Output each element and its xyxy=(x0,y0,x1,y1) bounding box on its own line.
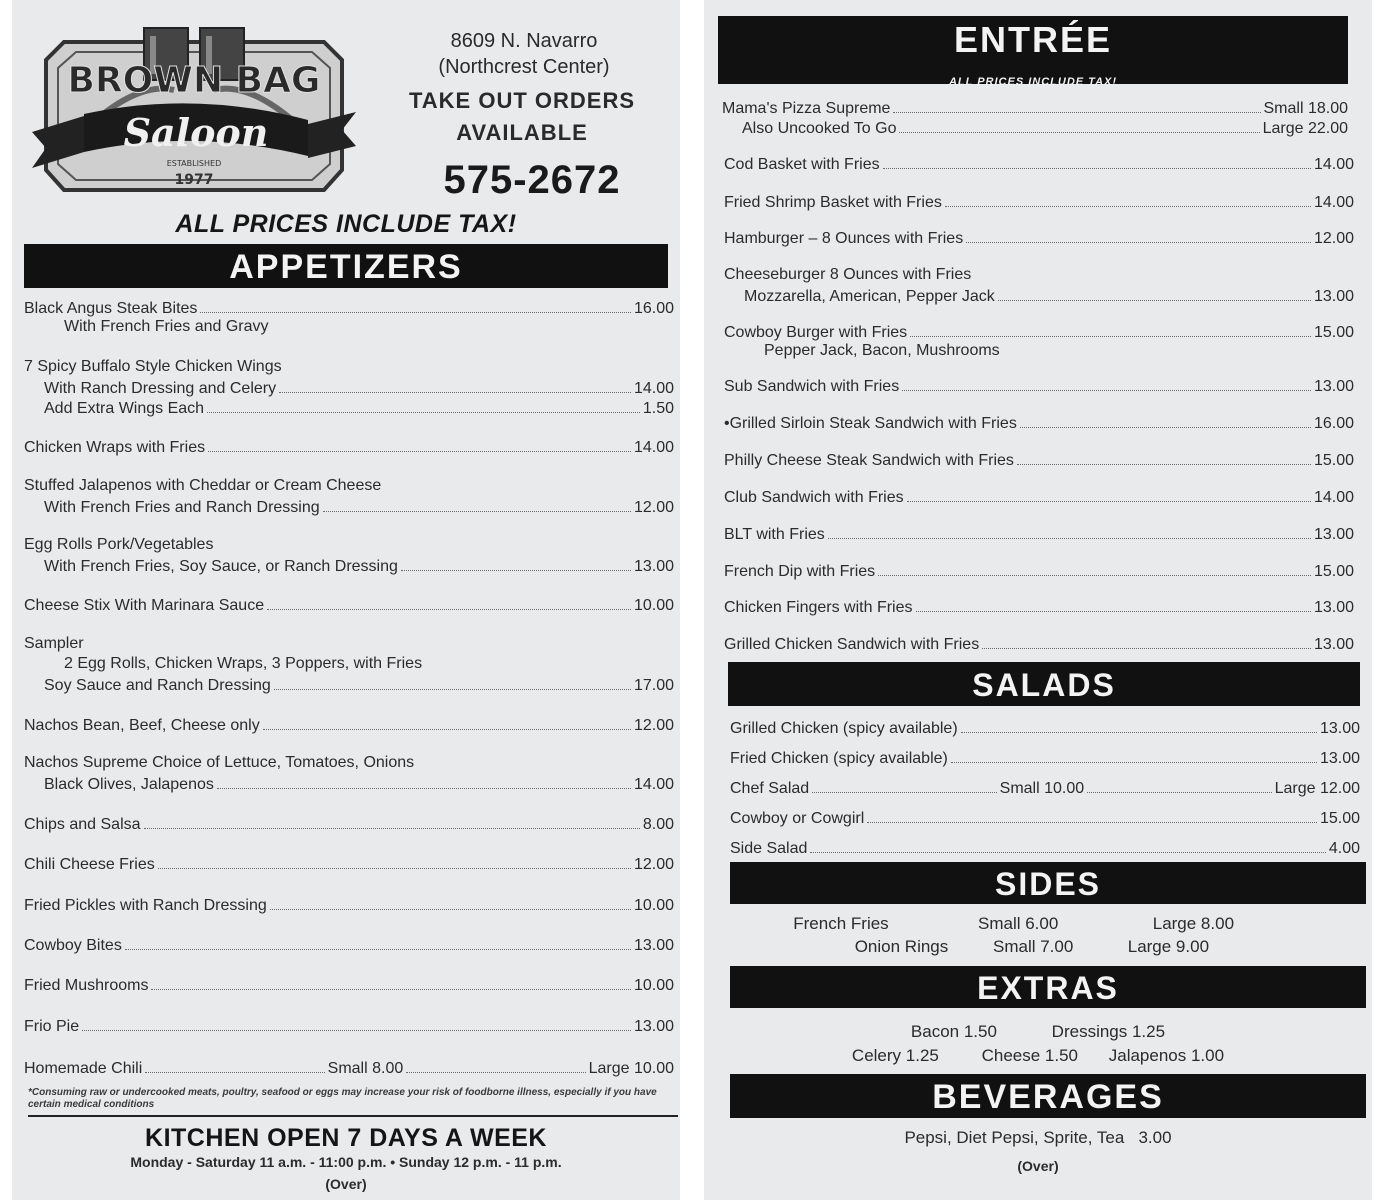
item-price: 14.00 xyxy=(633,776,674,793)
item-name: Pepper Jack, Bacon, Mushrooms xyxy=(764,342,1000,359)
item-price: 14.00 xyxy=(633,380,674,397)
french-fries-row xyxy=(704,914,1372,934)
item-price: 10.00 xyxy=(633,597,674,614)
menu-item xyxy=(724,487,1354,507)
phone-number: 575-2672 xyxy=(443,158,621,202)
item-name: Nachos Supreme Choice of Lettuce, Tomatoes, Onions xyxy=(24,754,415,771)
over-note-left: (Over) xyxy=(325,1176,367,1192)
salads-title: SALADS xyxy=(972,667,1116,703)
item-name: Chef Salad xyxy=(730,780,810,797)
item-name: Grilled Chicken Sandwich with Fries xyxy=(724,636,980,653)
menu-item xyxy=(24,715,674,735)
tax-note: ALL PRICES INCLUDE TAX! xyxy=(175,210,517,238)
onion-rings-row xyxy=(704,937,1372,957)
item-name: Soy Sauce and Ranch Dressing xyxy=(44,677,271,694)
menu-item xyxy=(730,718,1360,738)
side-name: Onion Rings xyxy=(854,937,949,956)
item-name: With French Fries and Ranch Dressing xyxy=(44,499,320,516)
item-price-large: Large 22.00 xyxy=(1262,120,1348,137)
item-name: Black Angus Steak Bites xyxy=(24,300,198,317)
extras-row-1 xyxy=(704,1022,1372,1042)
over-note-right: (Over) xyxy=(1017,1158,1059,1174)
appetizers-title: APPETIZERS xyxy=(229,248,463,286)
menu-item xyxy=(724,266,1354,306)
item-name: Homemade Chili xyxy=(24,1060,143,1077)
menu-item xyxy=(24,975,674,995)
item-price: 12.00 xyxy=(633,856,674,873)
item-price: 4.00 xyxy=(1328,840,1360,857)
item-name: Chips and Salsa xyxy=(24,816,141,833)
item-name: Nachos Bean, Beef, Cheese only xyxy=(24,717,260,734)
menu-item xyxy=(724,450,1354,470)
item-price: 1.50 xyxy=(642,400,674,417)
menu-right-panel xyxy=(704,0,1372,1200)
item-price: 13.00 xyxy=(1313,636,1354,653)
takeout-line-1: TAKE OUT ORDERS xyxy=(408,88,636,113)
item-price: 16.00 xyxy=(633,300,674,317)
menu-item xyxy=(24,635,674,695)
item-price-small: Small 10.00 xyxy=(999,780,1085,797)
item-name: With Ranch Dressing and Celery xyxy=(44,380,277,397)
item-name: Mama's Pizza Supreme xyxy=(722,100,891,117)
item-name: Frio Pie xyxy=(24,1018,80,1035)
item-price: 15.00 xyxy=(1319,810,1360,827)
extras-banner xyxy=(730,966,1366,1008)
item-price: 16.00 xyxy=(1313,415,1354,432)
menu-item xyxy=(24,298,674,338)
item-name: Cheese Stix With Marinara Sauce xyxy=(24,597,265,614)
menu-item xyxy=(24,895,674,915)
item-price: 13.00 xyxy=(1313,526,1354,543)
item-name: BLT with Fries xyxy=(724,526,825,543)
appetizers-banner xyxy=(24,244,668,288)
item-price: 12.00 xyxy=(633,499,674,516)
extras-title: EXTRAS xyxy=(977,970,1119,1006)
extra-celery: Celery 1.25 xyxy=(851,1046,939,1065)
menu-item xyxy=(730,748,1360,768)
homemade-chili-item xyxy=(24,1058,674,1078)
chef-salad-item xyxy=(730,778,1360,798)
item-name: Grilled Chicken (spicy available) xyxy=(730,720,958,737)
item-price-small: Small 8.00 xyxy=(327,1060,404,1077)
item-price: 12.00 xyxy=(1313,230,1354,247)
item-price-large: Large 12.00 xyxy=(1274,780,1361,797)
salads-banner xyxy=(728,662,1360,706)
svg-text:1977: 1977 xyxy=(174,172,214,188)
item-price: 13.00 xyxy=(1313,599,1354,616)
beverages-line: Pepsi, Diet Pepsi, Sprite, Tea 3.00 xyxy=(904,1128,1172,1147)
menu-item xyxy=(724,376,1354,396)
item-price: 15.00 xyxy=(1313,563,1354,580)
item-price: 10.00 xyxy=(633,897,674,914)
menu-item xyxy=(24,536,674,576)
item-name: Cheeseburger 8 Ounces with Fries xyxy=(724,266,972,283)
item-name: Egg Rolls Pork/Vegetables xyxy=(24,536,214,553)
item-price: 13.00 xyxy=(633,937,674,954)
extras-row-2 xyxy=(704,1046,1372,1066)
extra-jalapenos: Jalapenos 1.00 xyxy=(1108,1046,1225,1065)
item-price: 14.00 xyxy=(633,439,674,456)
side-price-large: Large 8.00 xyxy=(1152,914,1235,933)
menu-item xyxy=(24,477,674,517)
item-name: 7 Spicy Buffalo Style Chicken Wings xyxy=(24,358,282,375)
extra-bacon: Bacon 1.50 xyxy=(910,1022,997,1041)
item-name: Fried Pickles with Ranch Dressing xyxy=(24,897,267,914)
menu-item xyxy=(24,595,674,615)
brown-bag-logo xyxy=(24,20,364,200)
item-name: Hamburger – 8 Ounces with Fries xyxy=(724,230,964,247)
sides-banner xyxy=(730,862,1366,904)
menu-item xyxy=(24,854,674,874)
menu-item xyxy=(724,597,1354,617)
entree-tax-note: ALL PRICES INCLUDE TAX! xyxy=(948,76,1118,88)
menu-item xyxy=(724,228,1354,248)
entree-banner xyxy=(718,16,1348,88)
item-price-large: Large 10.00 xyxy=(588,1060,675,1077)
menu-left-panel xyxy=(12,0,680,1200)
item-price: 14.00 xyxy=(1313,156,1354,173)
side-name: French Fries xyxy=(793,914,889,933)
side-price-small: Small 6.00 xyxy=(978,914,1059,933)
item-price: 13.00 xyxy=(633,1018,674,1035)
entree-title: ENTRÉE xyxy=(953,19,1113,60)
item-name: •Grilled Sirloin Steak Sandwich with Fries xyxy=(724,415,1017,432)
item-name: Stuffed Jalapenos with Cheddar or Cream Cheese xyxy=(24,477,382,494)
address-line-2: (Northcrest Center) xyxy=(438,56,610,78)
kitchen-hours: Monday - Saturday 11 a.m. - 11:00 p.m. • Sunday 12 p.m. - 11 p.m. xyxy=(130,1154,562,1170)
item-name: 2 Egg Rolls, Chicken Wraps, 3 Poppers, with Fries xyxy=(64,655,423,672)
item-name: Sub Sandwich with Fries xyxy=(724,378,900,395)
extra-dressings: Dressings 1.25 xyxy=(1051,1022,1166,1041)
item-price: 13.00 xyxy=(1313,288,1354,305)
item-price: 14.00 xyxy=(1313,194,1354,211)
menu-item xyxy=(724,524,1354,544)
item-name: Philly Cheese Steak Sandwich with Fries xyxy=(724,452,1014,469)
item-name: Side Salad xyxy=(730,840,808,857)
kitchen-hours-title: KITCHEN OPEN 7 DAYS A WEEK xyxy=(145,1124,547,1152)
side-price-small: Small 7.00 xyxy=(993,937,1074,956)
menu-item xyxy=(730,838,1360,858)
item-name: Mozzarella, American, Pepper Jack xyxy=(744,288,995,305)
item-name: Cowboy or Cowgirl xyxy=(730,810,865,827)
menu-item xyxy=(724,154,1354,174)
pizza-item xyxy=(722,98,1348,138)
item-price: 15.00 xyxy=(1313,324,1354,341)
menu-item xyxy=(730,808,1360,828)
menu-item xyxy=(24,358,674,418)
item-price: 13.00 xyxy=(633,558,674,575)
svg-text:BROWN BAG: BROWN BAG xyxy=(67,60,321,101)
item-price: 8.00 xyxy=(642,816,674,833)
sides-title: SIDES xyxy=(994,866,1102,902)
item-name: Fried Mushrooms xyxy=(24,977,149,994)
item-name: Chicken Wraps with Fries xyxy=(24,439,206,456)
logo-emblem-icon xyxy=(24,20,364,200)
menu-item xyxy=(724,413,1354,433)
menu-item xyxy=(724,192,1354,212)
svg-text:Saloon: Saloon xyxy=(123,110,269,155)
item-name: Chicken Fingers with Fries xyxy=(724,599,913,616)
menu-item xyxy=(724,634,1354,654)
item-price: 14.00 xyxy=(1313,489,1354,506)
beverages-title: BEVERAGES xyxy=(932,1078,1164,1116)
item-name: Chili Cheese Fries xyxy=(24,856,155,873)
item-name: Fried Shrimp Basket with Fries xyxy=(724,194,942,211)
menu-item xyxy=(724,322,1354,362)
item-name: With French Fries, Soy Sauce, or Ranch Dressing xyxy=(44,558,398,575)
item-name: Cowboy Burger with Fries xyxy=(724,324,908,341)
item-price-small: Small 18.00 xyxy=(1263,100,1348,117)
item-name: Cowboy Bites xyxy=(24,937,122,954)
extra-cheese: Cheese 1.50 xyxy=(981,1046,1078,1065)
food-safety-disclaimer: *Consuming raw or undercooked meats, poultry, seafood or eggs may increase your risk of foodborne illness, especially if you have certain medical conditions xyxy=(28,1087,678,1117)
svg-text:ESTABLISHED: ESTABLISHED xyxy=(166,159,222,168)
menu-item xyxy=(24,935,674,955)
menu-item xyxy=(24,1016,674,1036)
item-name: French Dip with Fries xyxy=(724,563,876,580)
menu-item xyxy=(24,814,674,834)
menu-item xyxy=(724,561,1354,581)
item-name: Sampler xyxy=(24,635,84,652)
item-name: Add Extra Wings Each xyxy=(44,400,205,417)
item-price: 12.00 xyxy=(633,717,674,734)
menu-item xyxy=(24,754,674,794)
side-price-large: Large 9.00 xyxy=(1127,937,1210,956)
beverages-banner xyxy=(730,1074,1366,1118)
item-detail: Also Uncooked To Go xyxy=(742,120,897,137)
item-price: 17.00 xyxy=(633,677,674,694)
item-name: Cod Basket with Fries xyxy=(724,156,880,173)
item-name: Fried Chicken (spicy available) xyxy=(730,750,948,767)
item-price: 13.00 xyxy=(1313,378,1354,395)
item-price: 15.00 xyxy=(1313,452,1354,469)
item-price: 13.00 xyxy=(1319,750,1360,767)
item-price: 13.00 xyxy=(1319,720,1360,737)
item-name: Black Olives, Jalapenos xyxy=(44,776,214,793)
item-price: 10.00 xyxy=(633,977,674,994)
item-name: With French Fries and Gravy xyxy=(64,318,269,335)
takeout-line-2: AVAILABLE xyxy=(456,120,588,145)
menu-item xyxy=(24,437,674,457)
item-name: Club Sandwich with Fries xyxy=(724,489,904,506)
address-line-1: 8609 N. Navarro xyxy=(450,30,598,52)
